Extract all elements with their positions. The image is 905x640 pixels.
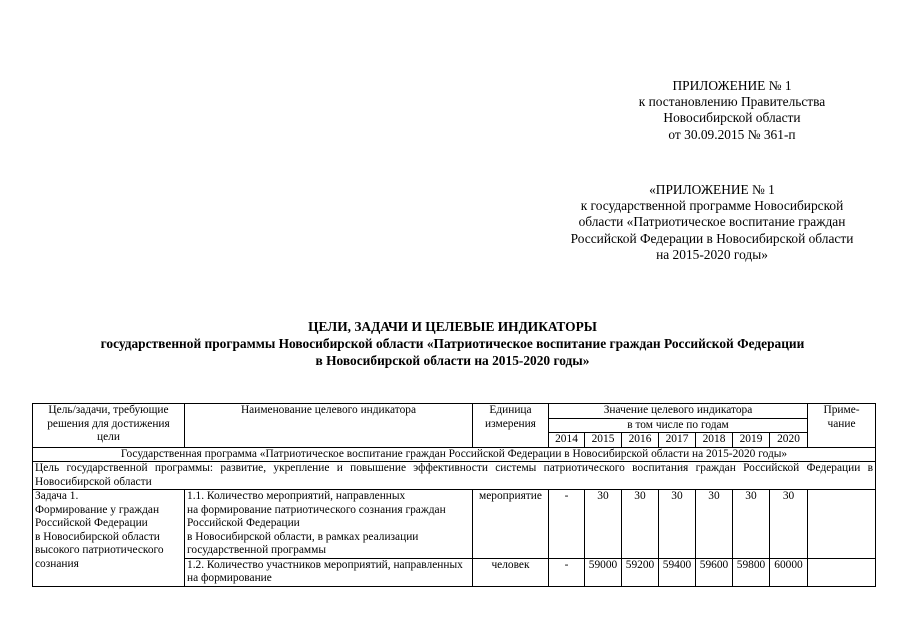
indicator-value: - <box>549 490 585 559</box>
indicator-value: 60000 <box>770 558 808 586</box>
header-unit: Единица измерения <box>473 404 549 448</box>
header-note: Приме-чание <box>808 404 876 448</box>
title-line-1: ЦЕЛИ, ЗАДАЧИ И ЦЕЛЕВЫЕ ИНДИКАТОРЫ <box>308 319 597 334</box>
appendix-2-line-3: области «Патриотическое воспитание граждан <box>578 214 846 230</box>
indicator-value: 59600 <box>696 558 733 586</box>
header-year: 2020 <box>770 433 808 448</box>
title-line-3: в Новосибирской области на 2015-2020 годы» <box>315 352 590 368</box>
program-name: Государственная программа «Патриотическое воспитание граждан Российской Федерации в Новосибирской области на 2015-2020 годы» <box>33 447 876 462</box>
header-year: 2018 <box>696 433 733 448</box>
document-title <box>30 319 875 369</box>
indicator-value: 30 <box>696 490 733 559</box>
task-1-cell: Задача 1. Формирование у граждан Российской Федерации в Новосибирской области высокого патриотического сознания <box>33 490 185 587</box>
appendix-1-line-2: к постановлению Правительства <box>638 94 826 110</box>
header-year: 2017 <box>659 433 696 448</box>
header-year: 2016 <box>622 433 659 448</box>
indicator-name: 1.2. Количество участников мероприятий, направленных на формирование <box>185 558 473 586</box>
indicator-unit: человек <box>473 558 549 586</box>
header-goal: Цель/задачи, требующие решения для достижения цели <box>33 404 185 448</box>
indicator-value: 59000 <box>585 558 622 586</box>
appendix-1-block <box>600 78 864 143</box>
header-year: 2014 <box>549 433 585 448</box>
indicators-table <box>32 403 876 587</box>
table-row <box>33 490 876 559</box>
indicator-value: 59400 <box>659 558 696 586</box>
appendix-2-line-1: «ПРИЛОЖЕНИЕ № 1 <box>649 182 775 197</box>
appendix-2-line-5: на 2015-2020 годы» <box>656 246 768 262</box>
header-value: Значение целевого индикатора <box>549 404 808 419</box>
indicator-value: - <box>549 558 585 586</box>
appendix-2-block <box>540 182 884 263</box>
appendix-1-line-3: Новосибирской области <box>663 110 801 126</box>
header-year: 2015 <box>585 433 622 448</box>
indicator-value: 30 <box>733 490 770 559</box>
indicator-unit: мероприятие <box>473 490 549 559</box>
header-indicator: Наименование целевого индикатора <box>185 404 473 448</box>
program-row <box>33 447 876 462</box>
appendix-2-line-2: к государственной программе Новосибирской <box>580 198 844 214</box>
indicator-value: 30 <box>770 490 808 559</box>
goal-row <box>33 462 876 490</box>
appendix-2-line-4: Российской Федерации в Новосибирской области <box>570 230 854 246</box>
indicator-value: 30 <box>585 490 622 559</box>
header-row-1 <box>33 404 876 419</box>
indicator-value: 30 <box>659 490 696 559</box>
appendix-1-line-1: ПРИЛОЖЕНИЕ № 1 <box>672 78 792 93</box>
program-goal: Цель государственной программы: развитие, укрепление и повышение эффективности системы патриотического воспитания граждан Российской Федерации в Новосибирской области <box>33 462 876 490</box>
indicator-value: 59200 <box>622 558 659 586</box>
title-line-2: государственной программы Новосибирской области «Патриотическое воспитание граждан Российской Федерации <box>100 335 805 351</box>
indicator-value: 30 <box>622 490 659 559</box>
appendix-1-line-4: от 30.09.2015 № 361-п <box>668 126 796 142</box>
header-by-years: в том числе по годам <box>549 418 808 433</box>
header-year: 2019 <box>733 433 770 448</box>
indicator-value: 59800 <box>733 558 770 586</box>
indicator-name: 1.1. Количество мероприятий, направленных на формирование патриотического сознания граждан Российской Федерации в Новосибирской области, в рамках реализации государственной программы <box>185 490 473 559</box>
indicator-note <box>808 490 876 559</box>
indicator-note <box>808 558 876 586</box>
